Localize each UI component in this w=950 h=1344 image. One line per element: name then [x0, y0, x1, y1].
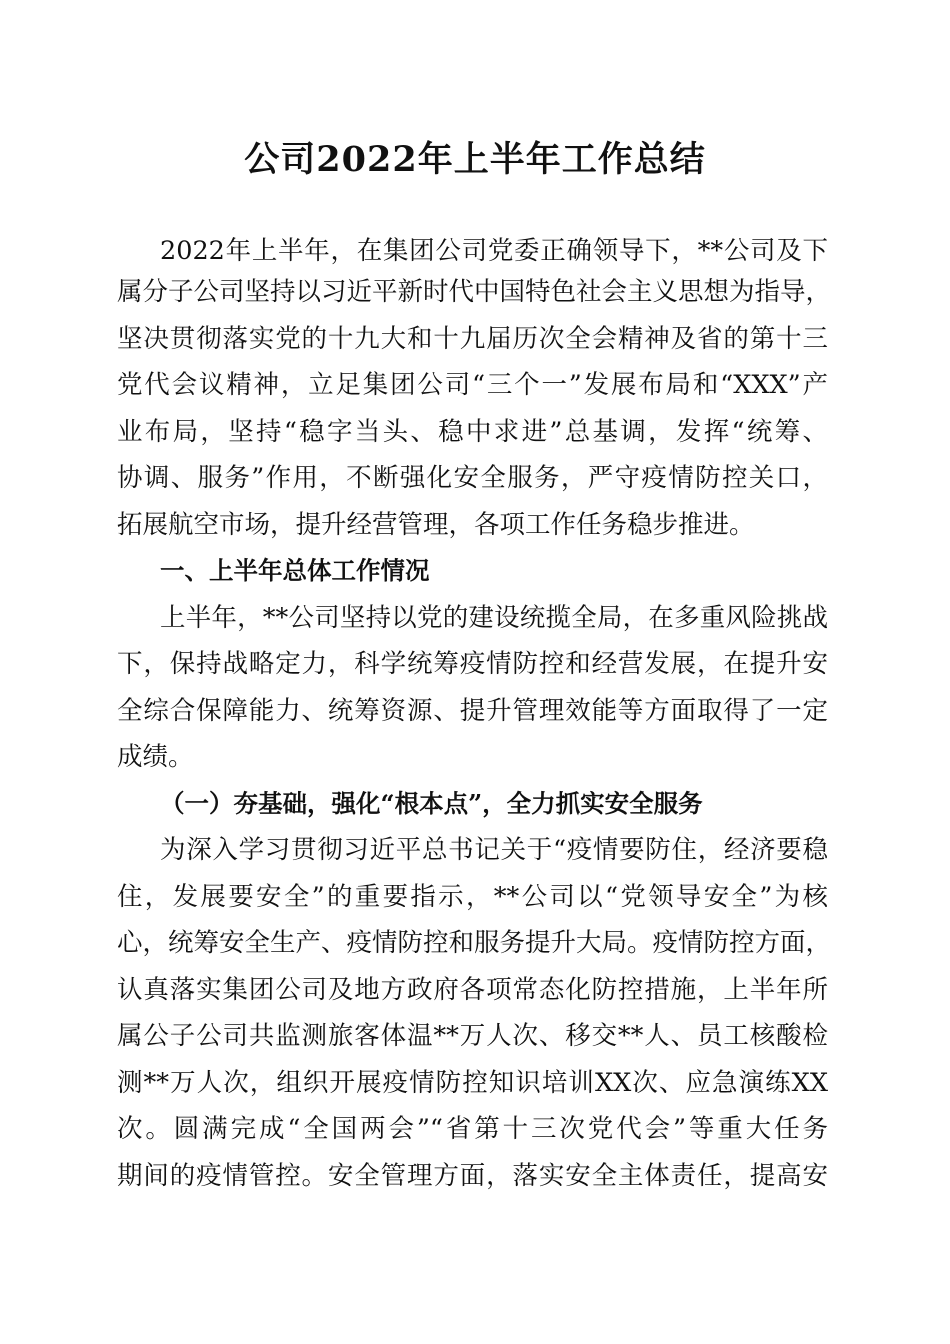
paragraph-2-line-4: 成绩。	[117, 742, 194, 772]
paragraph-1-line-5: 业布局，坚持“稳字当头、稳中求进”总基调，发挥“统筹、	[117, 417, 828, 447]
paragraph-3-line-7: 次。圆满完成“全国两会”“省第十三次党代会”等重大任务	[117, 1114, 828, 1144]
paragraph-1-line-7: 拓展航空市场，提升经营管理，各项工作任务稳步推进。	[117, 510, 755, 540]
document-title: 公司2022年上半年工作总结	[244, 139, 706, 180]
paragraph-3-line-6: 测**万人次，组织开展疫情防控知识培训XX次、应急演练XX	[117, 1068, 828, 1098]
paragraph-3-line-2: 住，发展要安全”的重要指示，**公司以“党领导安全”为核	[117, 882, 828, 912]
paragraph-3-line-4: 认真落实集团公司及地方政府各项常态化防控措施，上半年所	[117, 975, 828, 1005]
paragraph-3-line-5: 属公子公司共监测旅客体温**万人次、移交**人、员工核酸检	[117, 1021, 828, 1051]
paragraph-3-line-8: 期间的疫情管控。安全管理方面，落实安全主体责任，提高安	[117, 1161, 828, 1191]
paragraph-1-line-6: 协调、服务”作用，不断强化安全服务，严守疫情防控关口，	[117, 463, 828, 493]
paragraph-3-line-1: 为深入学习贯彻习近平总书记关于“疫情要防住，经济要稳	[160, 835, 828, 865]
subsection-heading-1: （一）夯基础，强化“根本点”，全力抓实安全服务	[160, 789, 703, 818]
paragraph-1-line-4: 党代会议精神，立足集团公司“三个一”发展布局和“XXX”产	[117, 370, 828, 400]
section-heading-1: 一、上半年总体工作情况	[160, 556, 430, 585]
paragraph-2-line-2: 下，保持战略定力，科学统筹疫情防控和经营发展，在提升安	[117, 649, 828, 679]
paragraph-1-line-2: 属分子公司坚持以习近平新时代中国特色社会主义思想为指导，	[117, 277, 832, 307]
paragraph-1-line-3: 坚决贯彻落实党的十九大和十九届历次全会精神及省的第十三	[117, 324, 828, 354]
paragraph-1-line-1: 2022年上半年，在集团公司党委正确领导下，**公司及下	[160, 236, 828, 266]
paragraph-2-line-3: 全综合保障能力、统筹资源、提升管理效能等方面取得了一定	[117, 696, 828, 726]
paragraph-3-line-3: 心，统筹安全生产、疫情防控和服务提升大局。疫情防控方面，	[117, 928, 832, 958]
paragraph-2-line-1: 上半年，**公司坚持以党的建设统揽全局，在多重风险挑战	[160, 603, 828, 633]
